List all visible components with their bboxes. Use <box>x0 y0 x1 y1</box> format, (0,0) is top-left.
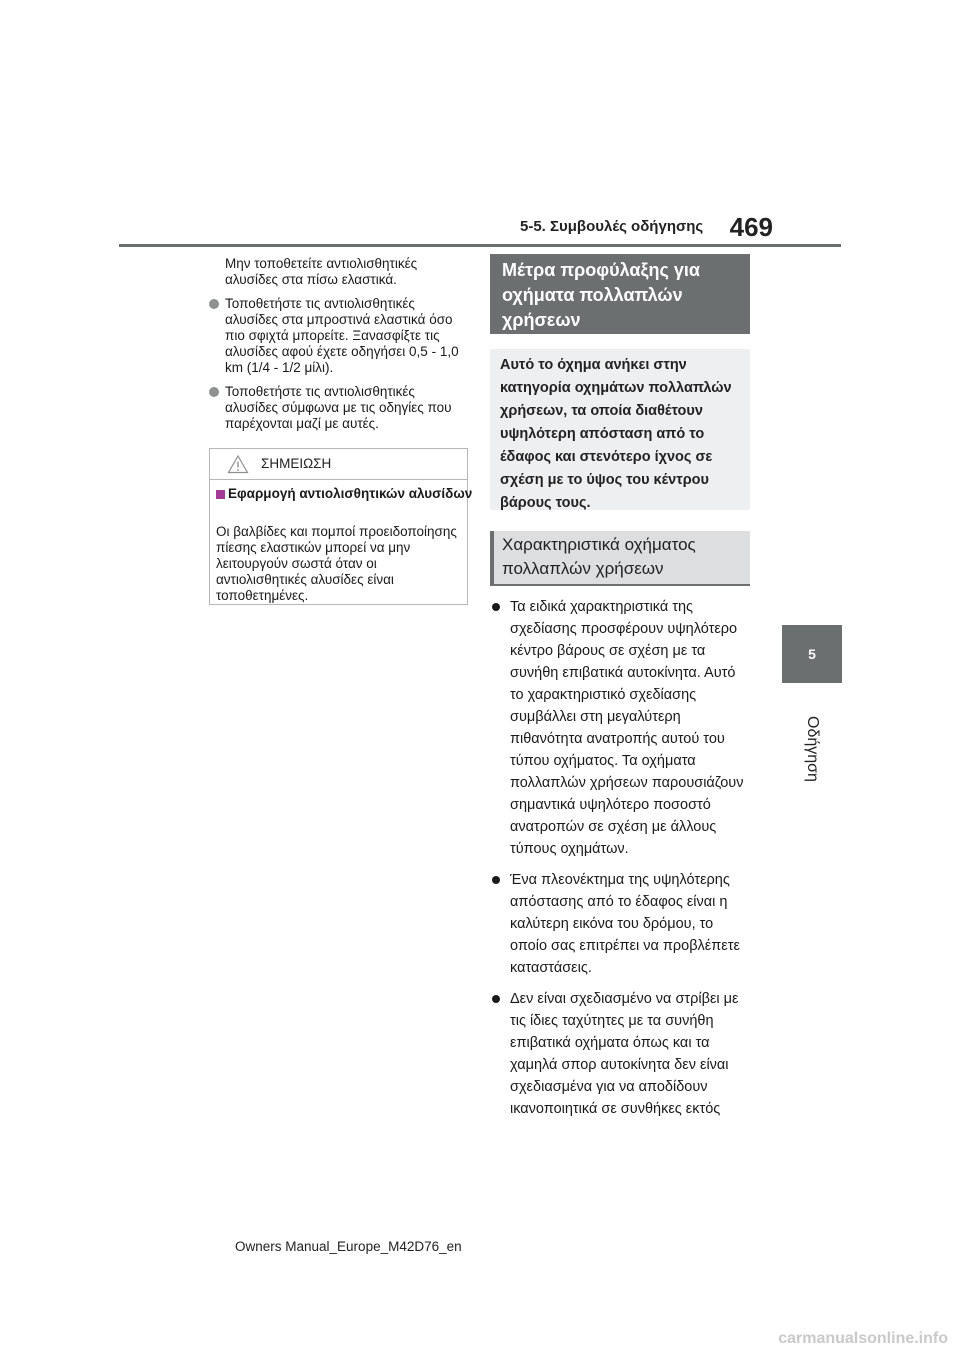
header-rule <box>119 244 841 247</box>
note-subtitle: Εφαρμογή αντιολισθητικών αλυσίδων <box>216 486 474 502</box>
left-paragraph-3: Τοποθετήστε τις αντιολισθητικές αλυσίδες σύμφωνα με τις οδηγίες που παρέχονται μαζί με αυτές. <box>209 384 469 432</box>
note-box <box>209 448 473 605</box>
right-body <box>490 596 752 1129</box>
bullet-dot-icon <box>492 995 500 1003</box>
page-number: 469 <box>729 212 773 242</box>
section-title: 5-5. Συμβουλές οδήγησης <box>520 218 704 235</box>
chapter-label: Οδήγηση <box>804 716 821 782</box>
subsection-rule <box>490 584 750 586</box>
note-header <box>210 449 467 480</box>
note-label: ΣΗΜΕΙΩΣΗ <box>261 456 332 471</box>
left-column <box>209 256 469 440</box>
bullet-dot-icon <box>492 876 500 884</box>
right-bullet-1: Τα ειδικά χαρακτηριστικά της σχεδίασης προσφέρουν υψηλότερο κέντρο βάρους σε σχέση με τα συνήθη επιβατικά αυτοκίνητα. Αυτό το χαρακτηριστικό σχεδίασης συμβάλλει στη μεγαλύτερη πιθανότητα ανατροπής αυτού του τύπου οχήματος. Τα οχήματα πολλαπλών χρήσεων παρουσιάζουν σημαντικά υψηλότερο ποσοστό ανατροπών σε σχέση με άλλους τύπους οχημάτων. <box>490 596 752 860</box>
bullet-dot-icon <box>492 603 500 611</box>
section-heading-precautions: Μέτρα προφύλαξης για οχήματα πολλαπλών χρήσεων <box>490 254 750 334</box>
watermark[interactable]: carmanualsonline.info <box>778 1330 948 1347</box>
right-bullet-3: Δεν είναι σχεδιασμένο να στρίβει με τις ίδιες ταχύτητες με τα συνήθη επιβατικά οχήματα όπως και τα χαμηλά σπορ αυτοκίνητα δεν είναι σχεδιασμένα για να αποδίδουν ικανοποιητικά σε συνθήκες εκτός <box>490 988 752 1120</box>
left-paragraph-1: Μην τοποθετείτε αντιολισθητικές αλυσίδες στα πίσω ελαστικά. <box>225 256 418 287</box>
bullet-dot-icon <box>209 299 219 309</box>
bullet-dot-icon <box>209 387 219 397</box>
chapter-tab[interactable]: 5 <box>782 625 842 683</box>
info-box: Αυτό το όχημα ανήκει στην κατηγορία οχημάτων πολλαπλών χρήσεων, τα οποία διαθέτουν υψηλότερη απόσταση από το έδαφος και στενότερο ίχνος σε σχέση με το ύψος του κέντρου βάρους τους. <box>490 349 750 510</box>
warning-triangle-icon <box>227 454 249 474</box>
square-bullet-icon <box>216 490 225 499</box>
subsection-heading-characteristics: Χαρακτηριστικά οχήματος πολλαπλών χρήσεων <box>490 531 750 584</box>
left-paragraph-2: Τοποθετήστε τις αντιολισθητικές αλυσίδες στα μπροστινά ελαστικά όσο πιο σφιχτά μπορείτε. Ξανασφίξτε τις αλυσίδες αφού έχετε οδηγήσει 0,5 - 1,0 km (1/4 - 1/2 μίλι). <box>209 296 469 376</box>
note-text: Οι βαλβίδες και πομποί προειδοποίησης πίεσης ελαστικών μπορεί να μην λειτουργούν σωστά όταν οι αντιολισθητικές αλυσίδες είναι τοποθετημένες. <box>216 524 457 603</box>
footer-text: Owners Manual_Europe_M42D76_en <box>235 1239 462 1254</box>
right-bullet-2: Ένα πλεονέκτημα της υψηλότερης απόστασης από το έδαφος είναι η καλύτερη εικόνα του δρόμου, το οποίο σας επιτρέπει να προβλέπετε καταστάσεις. <box>490 869 752 979</box>
